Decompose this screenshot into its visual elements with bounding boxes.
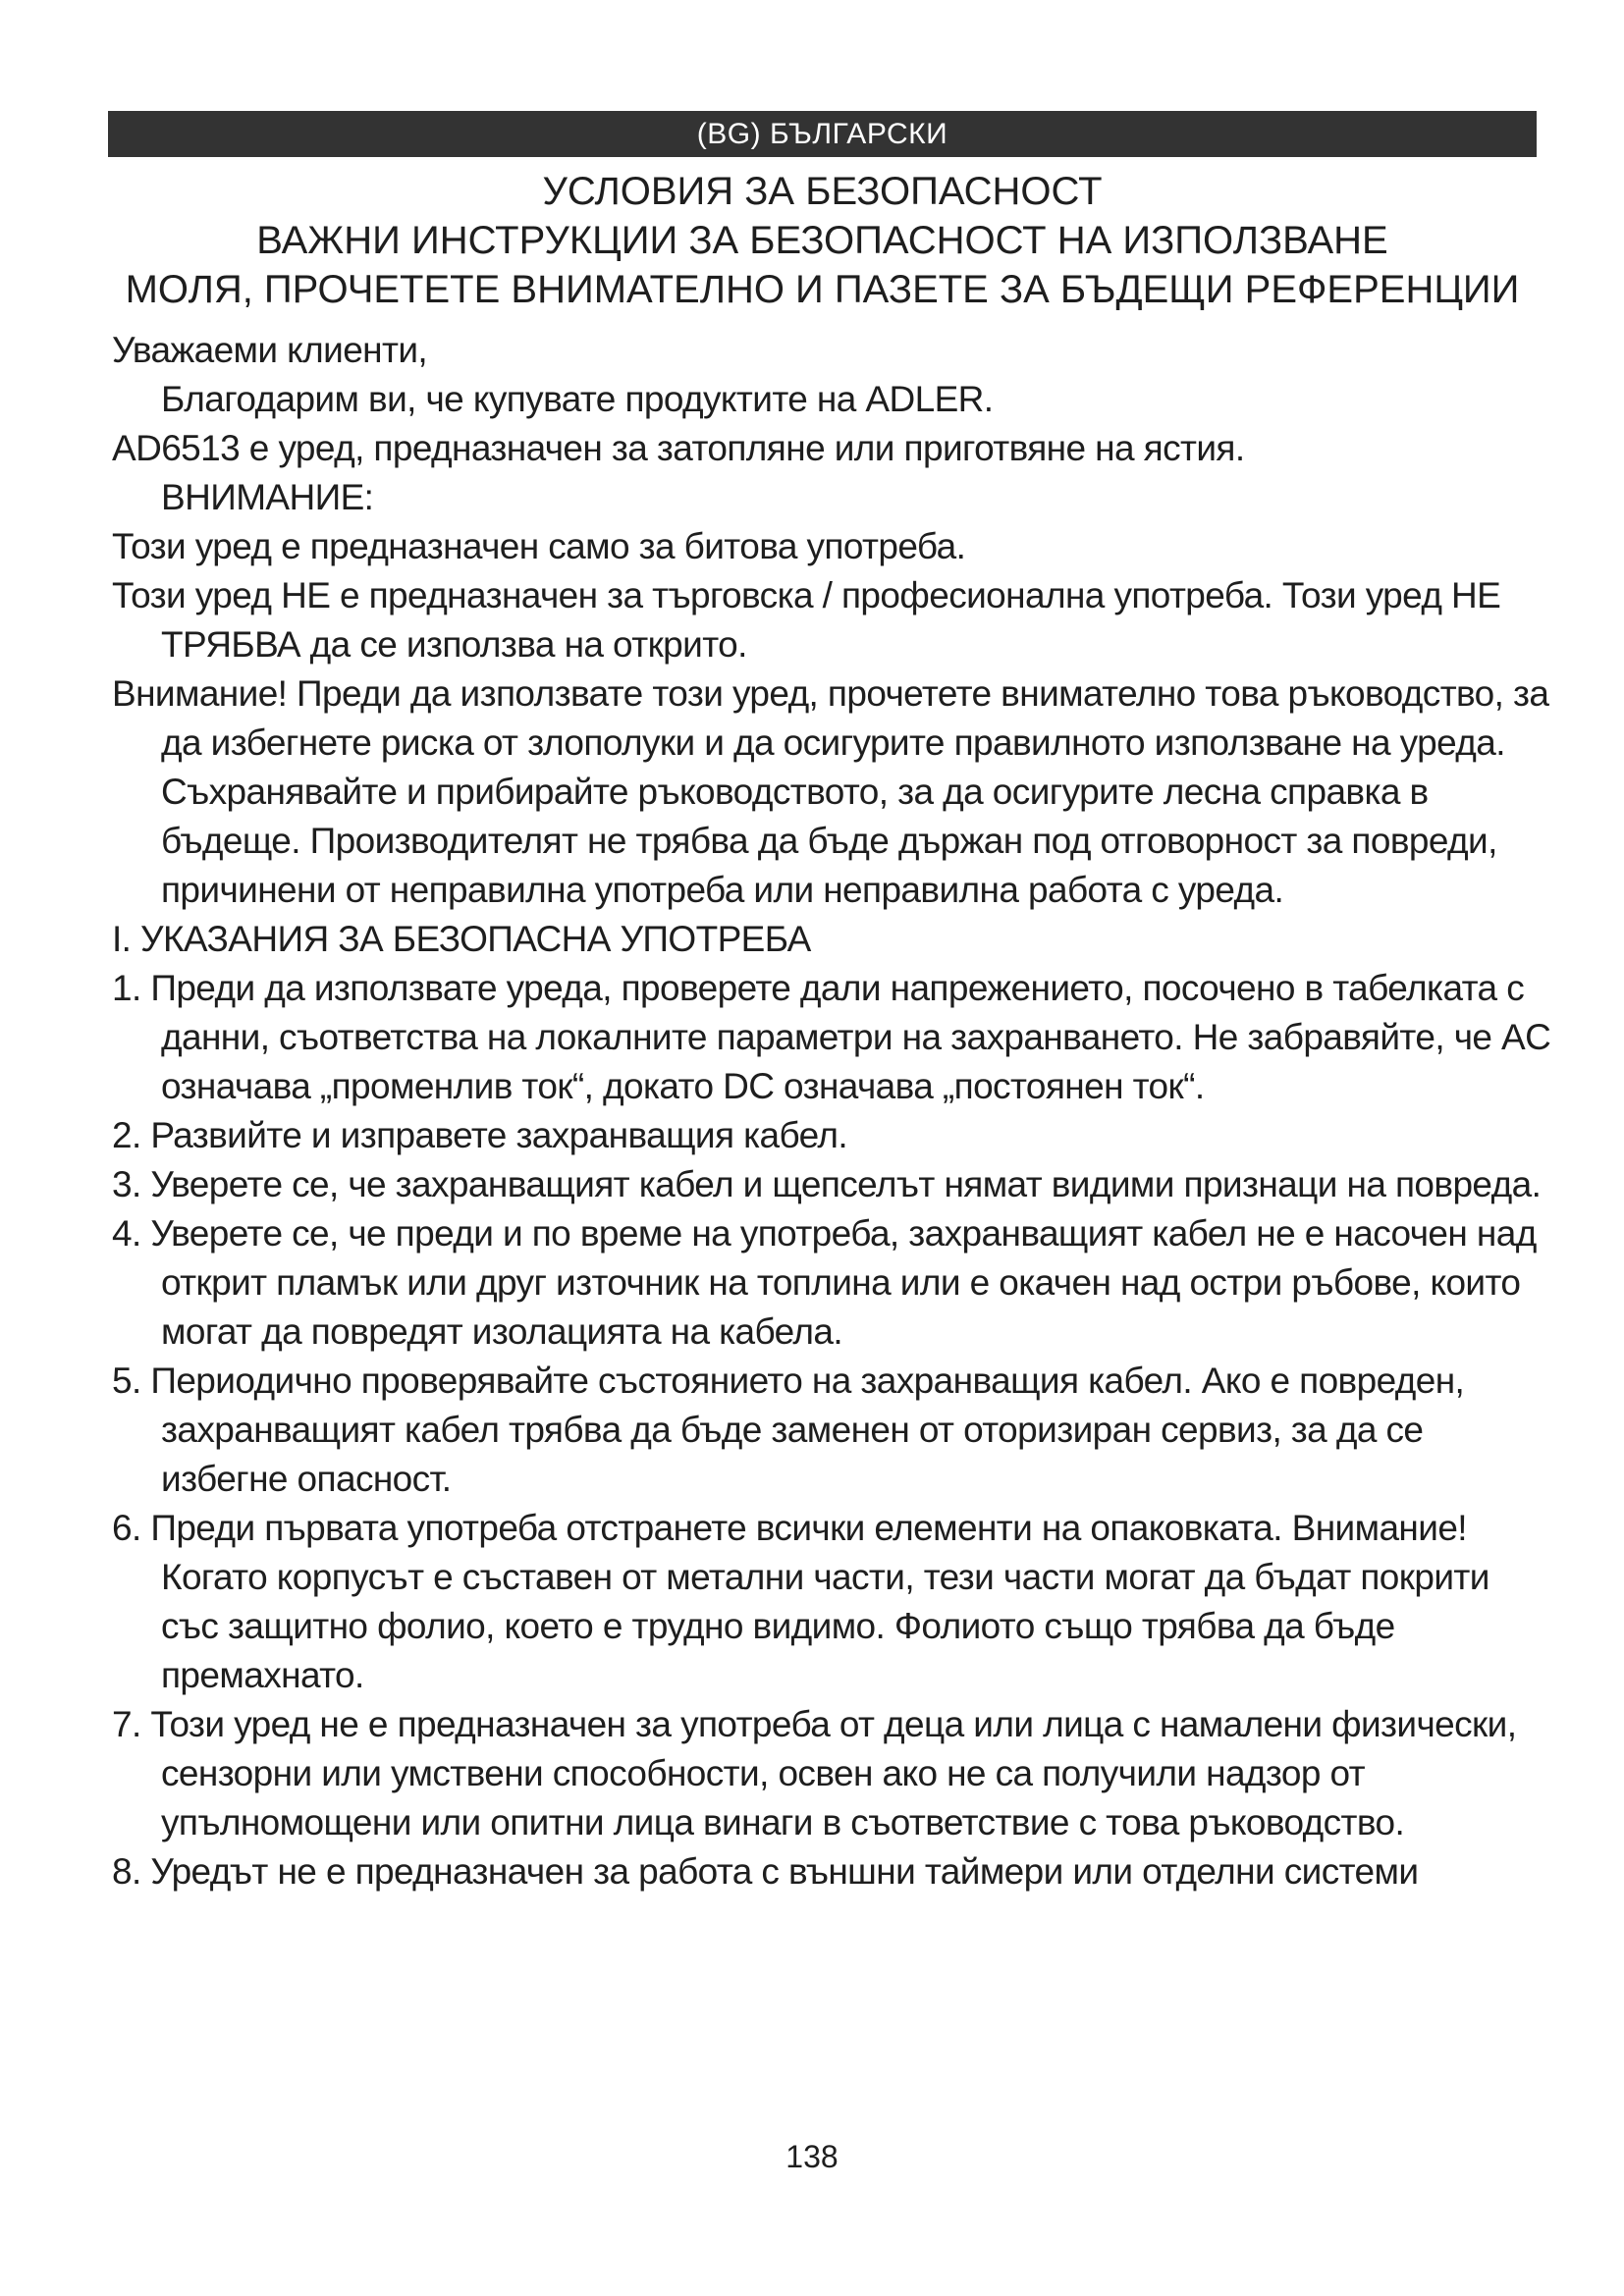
page-number: 138 bbox=[785, 2139, 839, 2174]
thanks-text: Благодарим ви, че купувате продуктите на ADLER. bbox=[161, 379, 994, 419]
safety-item-6: 6. Преди първата употреба отстранете всички елементи на опаковката. Внимание! Когато корпусът е съставен от метални части, тези части могат да бъдат покрити със защитно фолио, което е трудно видимо. Фолиото също трябва да бъде премахнато. bbox=[112, 1508, 1489, 1695]
manual-body bbox=[112, 326, 1555, 1896]
safety-item-2: 2. Развийте и изправете захранващия кабел. bbox=[112, 1115, 848, 1155]
safety-item-7: 7. Този уред не е предназначен за употреба от деца или лица с намалени физически, сензорни или умствени способности, освен ако не са получили надзор от упълномощени или опитни лица винаги в съответствие с това ръководство. bbox=[112, 1704, 1517, 1842]
safety-item-8: 8. Уредът не е предназначен за работа с външни таймери или отделни системи bbox=[112, 1851, 1419, 1892]
warning-paragraph: Внимание! Преди да използвате този уред, прочетете внимателно това ръководство, за да избегнете риска от злополуки и да осигурите правилното използване на уреда. Съхранявайте и прибирайте ръководството, за да осигурите лесна справка в бъдеще. Производителят не трябва да бъде държан под отговорност за повреди, причинени от неправилна употреба или неправилна работа с уреда. bbox=[112, 673, 1549, 910]
safety-headings bbox=[108, 167, 1537, 314]
safety-item-5: 5. Периодично проверявайте състоянието на захранващия кабел. Ако е повреден, захранващият кабел трябва да бъде заменен от оторизиран сервиз, за да се избегне опасност. bbox=[112, 1361, 1465, 1499]
heading-important-instructions: ВАЖНИ ИНСТРУКЦИИ ЗА БЕЗОПАСНОСТ НА ИЗПОЛЗВАНЕ bbox=[256, 219, 1388, 262]
heading-read-carefully: МОЛЯ, ПРОЧЕТЕТЕ ВНИМАТЕЛНО И ПАЗЕТЕ ЗА БЪДЕЩИ РЕФЕРЕНЦИИ bbox=[125, 268, 1520, 311]
safety-item-4: 4. Уверете се, че преди и по време на употреба, захранващият кабел не е насочен над открит пламък или друг източник на топлина или е окачен над остри ръбове, които могат да повредят изолацията на кабела. bbox=[112, 1213, 1537, 1352]
safety-item-1: 1. Преди да използвате уреда, проверете дали напрежението, посочено в табелката с данни, съответства на локалните параметри на захранването. Не забравяйте, че AC означава „променлив ток“, докато DC означава „постоянен ток“. bbox=[112, 968, 1551, 1106]
household-use-text: Този уред е предназначен само за битова употреба. bbox=[112, 526, 966, 566]
safety-item-3: 3. Уверете се, че захранващият кабел и щепселът нямат видими признаци на повреда. bbox=[112, 1164, 1542, 1204]
greeting-text: Уважаеми клиенти, bbox=[112, 330, 428, 370]
language-header-bar: (BG) БЪЛГАРСКИ bbox=[108, 111, 1537, 157]
device-description: AD6513 е уред, предназначен за затопляне или приготвяне на ястия. bbox=[112, 428, 1245, 468]
section-title: I. УКАЗАНИЯ ЗА БЕЗОПАСНА УПОТРЕБА bbox=[112, 919, 811, 959]
heading-safety-conditions: УСЛОВИЯ ЗА БЕЗОПАСНОСТ bbox=[542, 170, 1103, 213]
not-commercial-text: Този уред НЕ е предназначен за търговска / професионална употреба. Този уред НЕ ТРЯБВА да се използва на открито. bbox=[112, 575, 1501, 665]
attention-label: ВНИМАНИЕ: bbox=[161, 477, 374, 517]
